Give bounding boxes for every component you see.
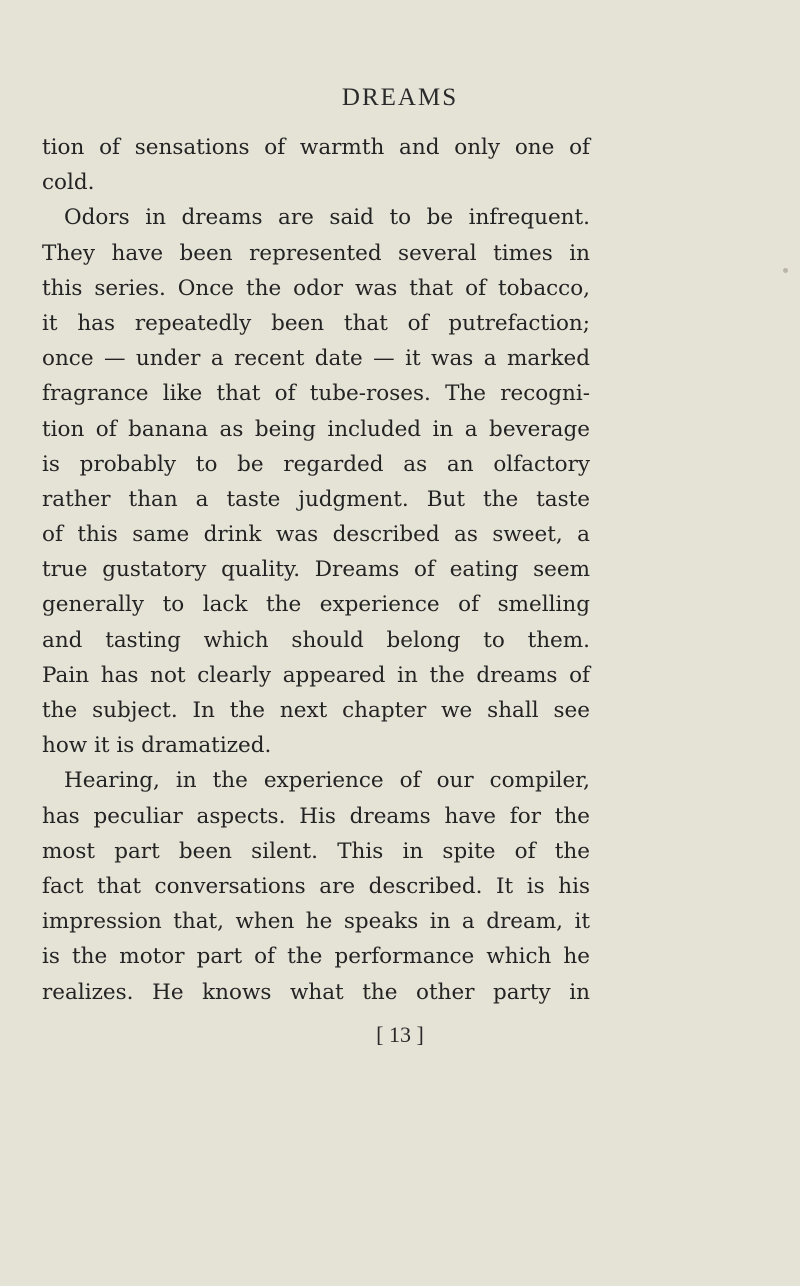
text-line: has peculiar aspects. His dreams have for the [42,803,590,829]
text-line: fact that conversations are described. It is his [42,873,590,899]
page-number: [ 13 ] [376,1022,424,1047]
running-head: DREAMS [341,84,459,111]
text-line: is the motor part of the performance which he [42,944,590,970]
text-line: Odors in dreams are said to be infrequent. [64,205,590,231]
paragraph [42,130,590,200]
text-line: is probably to be regarded as an olfactory [42,451,590,477]
text-line: once — under a recent date — it was a marked [42,346,590,372]
body-text [42,130,590,1010]
text-line: tion of sensations of warmth and only one of [42,135,590,160]
text-line: Pain has not clearly appeared in the dreams of [42,662,590,688]
text-line: fragrance like that of tube-roses. The recogni- [42,381,590,407]
paragraph [42,763,590,1009]
text-line: impression that, when he speaks in a dream, it [42,909,590,935]
text-line: this series. Once the odor was that of tobacco, [42,275,590,301]
text-line: realizes. He knows what the other party in [42,979,590,1005]
text-line: rather than a taste judgment. But the taste [42,486,590,512]
text-line: They have been represented several times in [42,240,590,266]
text-line: most part been silent. This in spite of the [42,838,590,864]
text-line: of this same drink was described as sweet, a [42,522,590,548]
text-line: true gustatory quality. Dreams of eating seem [42,557,590,583]
text-line: it has repeatedly been that of putrefaction; [42,310,590,336]
paper-speck [783,268,788,273]
text-line: Hearing, in the experience of our compiler, [64,768,590,794]
text-line: generally to lack the experience of smelling [42,592,590,618]
text-line: cold. [42,170,95,196]
text-line: tion of banana as being included in a beverage [42,416,590,442]
text-line: how it is dramatized. [42,733,272,759]
text-line: and tasting which should belong to them. [42,627,590,653]
paragraph [42,200,590,763]
text-line: the subject. In the next chapter we shall see [42,698,590,723]
